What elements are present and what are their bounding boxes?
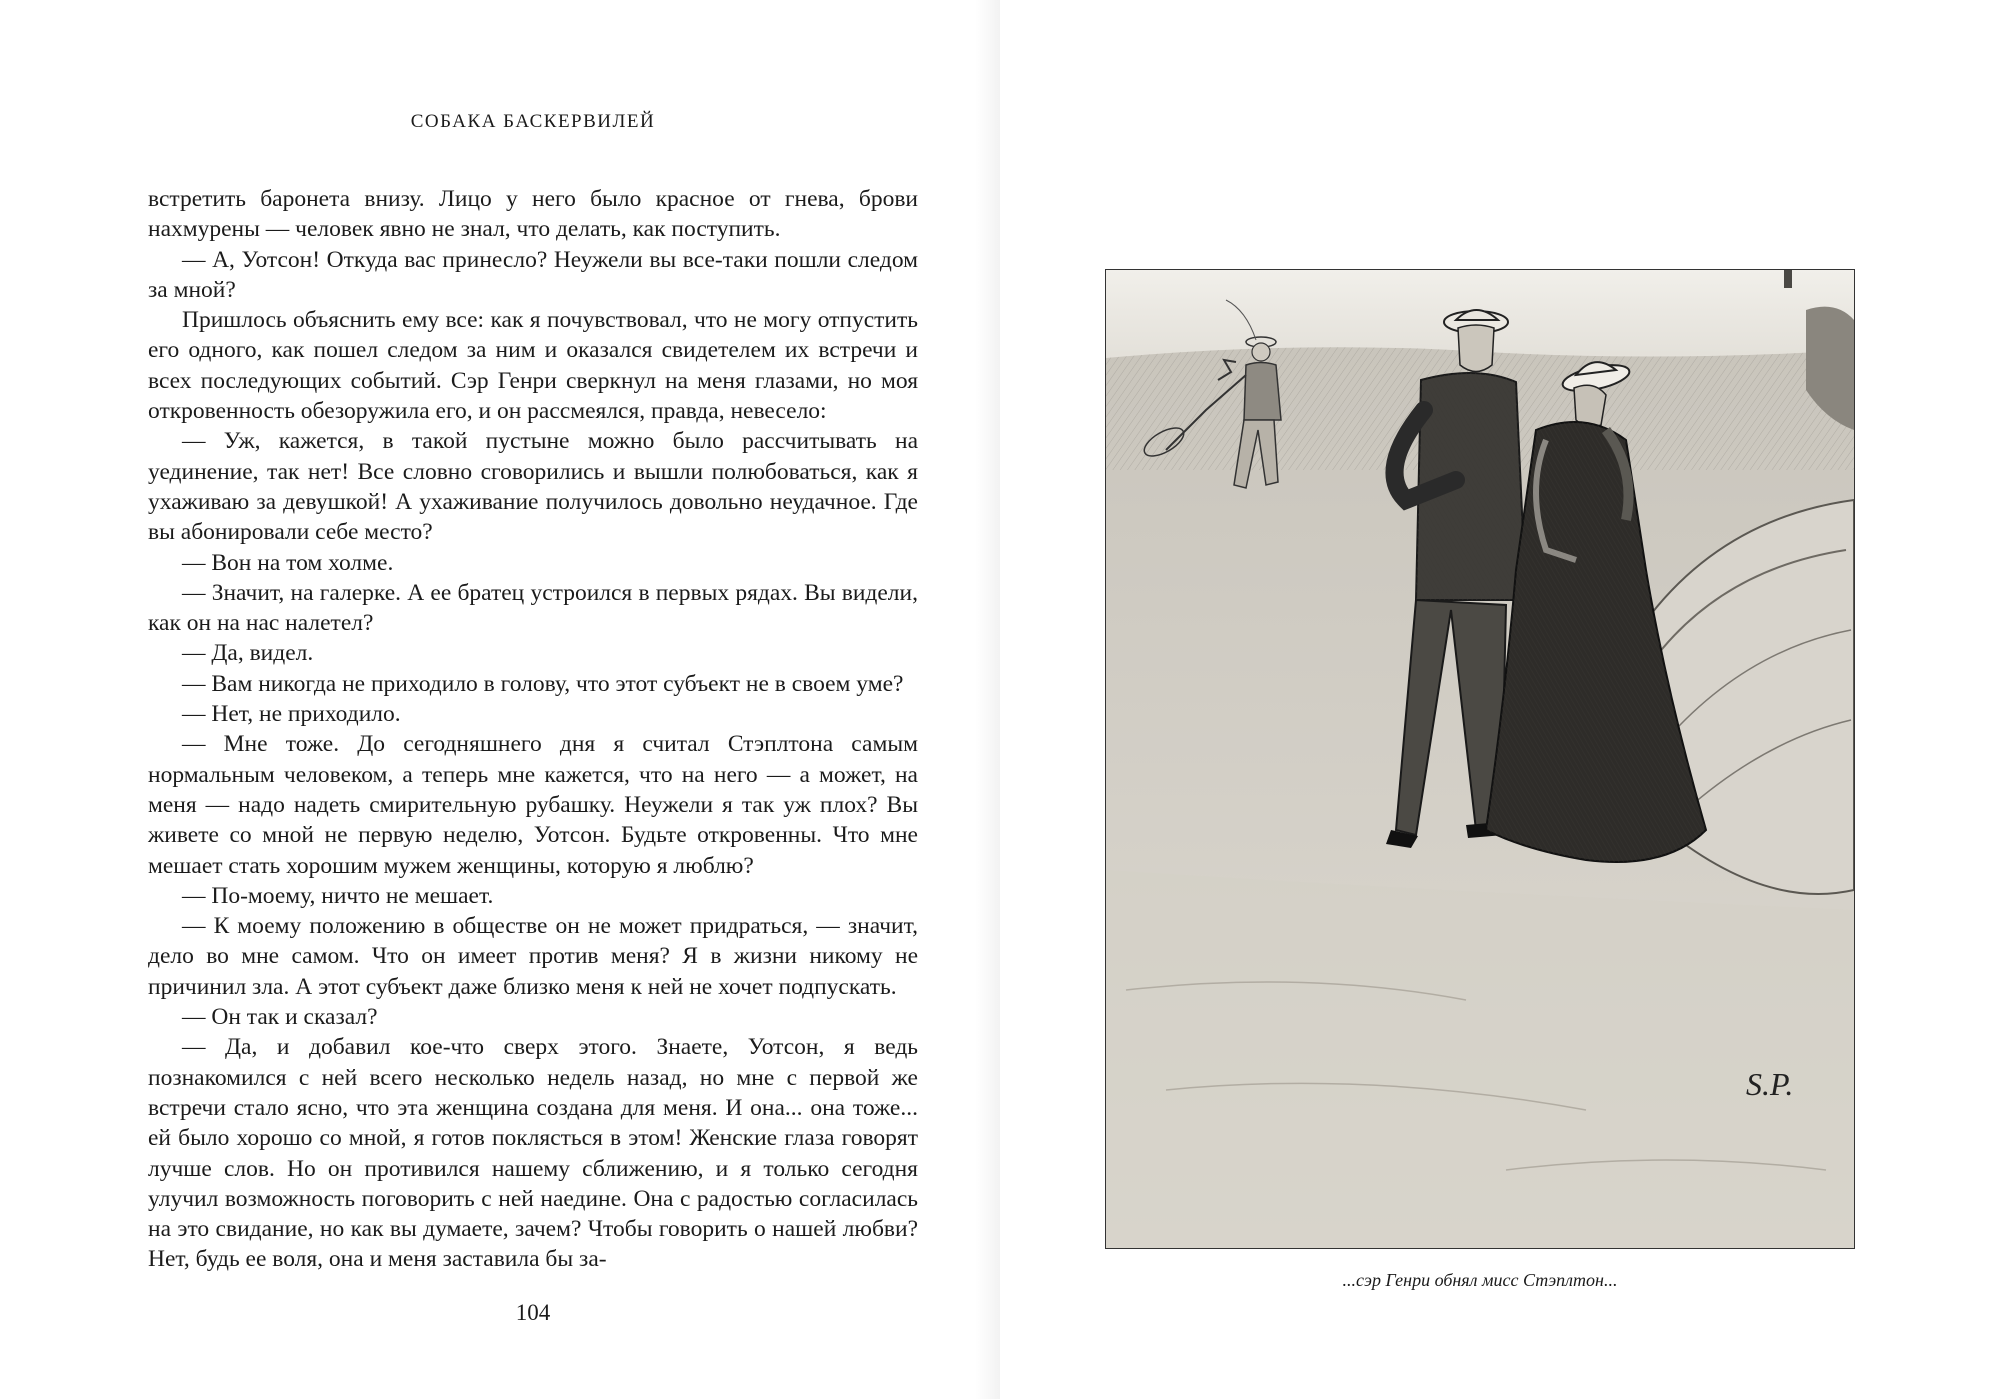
paragraph: — Да, видел. bbox=[182, 640, 314, 667]
paragraph: — Он так и сказал? bbox=[182, 1004, 378, 1031]
artist-signature: S.P. bbox=[1746, 1066, 1794, 1102]
illustration-caption: ...сэр Генри обнял мисс Стэплтон... bbox=[1342, 1270, 1618, 1290]
paragraph: — А, Уотсон! Откуда вас принесло? Неужели вы все-таки пошли следом за мной? bbox=[148, 246, 918, 303]
page-number: 104 bbox=[515, 1300, 551, 1325]
body-text bbox=[148, 184, 918, 1275]
paragraph: Пришлось объяснить ему все: как я почувствовал, что не могу отпустить его одного, как пошел следом за ним и оказался свидетелем их встречи и всех последующих событий. Сэр Генри сверкнул на меня глазами, но моя откровенность обезоружила его, и он рассмеялся, правда, невесело: bbox=[148, 307, 918, 425]
paragraph: — Да, и добавил кое-что сверх этого. Знаете, Уотсон, я ведь познакомился с ней всего несколько недель назад, но мне с первой же встречи стало ясно, что эта женщина создана для меня. И она... она тоже... ей было хорошо со мной, я готов поклясться в этом! Женские глаза говорят лучше слов. Но он противился нашему сближению, и я только сегодня улучил возможность поговорить с ней наедине. Она с радостью согласилась на это свидание, но как вы думаете, зачем? Чтобы говорить о нашей любви? Нет, будь ее воля, она и меня заставила бы за- bbox=[148, 1034, 918, 1273]
paragraph: — К моему положению в обществе он не может придраться, — значит, дело во мне самом. Что он имеет против меня? Я в жизни никому не причинил зла. А этот субъект даже близко меня к ней не хочет подпускать. bbox=[148, 913, 918, 1000]
illustration bbox=[1105, 269, 1855, 1249]
paragraph: — Нет, не приходило. bbox=[182, 701, 401, 728]
paragraph: — Вон на том холме. bbox=[182, 549, 394, 576]
paragraph: — По-моему, ничто не мешает. bbox=[182, 882, 494, 909]
paragraph: — Вам никогда не приходило в голову, что этот субъект не в своем уме? bbox=[182, 670, 904, 697]
distant-figure bbox=[1784, 270, 1792, 288]
paragraph: — Мне тоже. До сегодняшнего дня я считал Стэплтона самым нормальным человеком, а теперь мне кажется, что на него — а может, на меня — надо надеть смирительную рубашку. Неужели я так уж плох? Вы живете со мной не первую неделю, Уотсон. Будьте откровенны. Что мне мешает стать хорошим мужем женщины, которую я люблю? bbox=[148, 731, 918, 879]
illustration-drawing bbox=[1106, 270, 1854, 1248]
paragraph: — Значит, на галерке. А ее братец устроился в первых рядах. Вы видели, как он на нас налетел? bbox=[148, 579, 918, 637]
paragraph: — Уж, кажется, в такой пустыне можно было рассчитывать на уединение, так нет! Все словно сговорились и вышли полюбоваться, как я ухаживаю за девушкой! А ухаживание получилось довольно неудачное. Где вы абонировали себе место? bbox=[148, 428, 918, 546]
running-head: СОБАКА БАСКЕРВИЛЕЙ bbox=[410, 111, 656, 132]
paragraph: встретить баронета внизу. Лицо у него было красное от гнева, брови нахмурены — человек явно не знал, что делать, как поступить. bbox=[148, 186, 918, 243]
